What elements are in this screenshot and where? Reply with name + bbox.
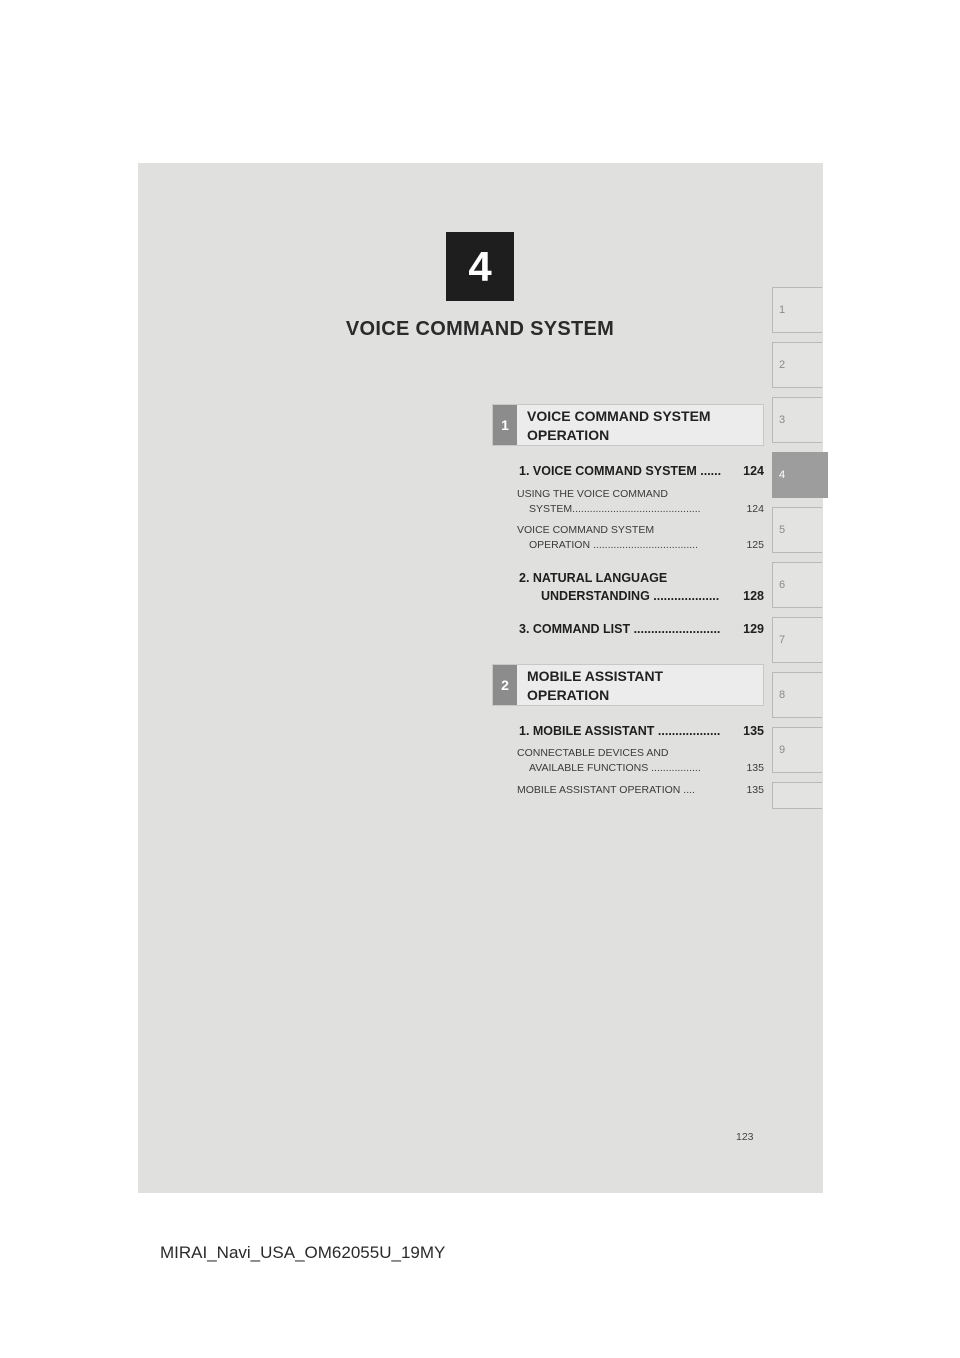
tab-9[interactable]: 9 [772, 727, 822, 773]
section-number: 2 [493, 665, 517, 705]
footer-document-id: MIRAI_Navi_USA_OM62055U_19MY [160, 1243, 446, 1262]
toc-sub-mobile-assistant-operation[interactable]: MOBILE ASSISTANT OPERATION .... 135 [517, 784, 764, 796]
tab-blank[interactable] [772, 782, 822, 809]
tab-4[interactable]: 4 [772, 452, 828, 498]
chapter-number: 4 [468, 242, 492, 290]
section-title: MOBILE ASSISTANT OPERATION [527, 668, 664, 703]
tab-8[interactable]: 8 [772, 672, 822, 718]
tab-6[interactable]: 6 [772, 562, 822, 608]
tab-5[interactable]: 5 [772, 507, 822, 553]
toc-entry-mobile-assistant[interactable]: 1. MOBILE ASSISTANT .................. 135 [519, 724, 764, 738]
section-number: 1 [493, 405, 517, 445]
toc-sub-using-voice-command[interactable]: USING THE VOICE COMMAND SYSTEM............................................ 124 [517, 488, 764, 515]
tab-7[interactable]: 7 [772, 617, 822, 663]
tab-3[interactable]: 3 [772, 397, 822, 443]
section-header-1 [492, 404, 764, 446]
toc-entry-command-list[interactable]: 3. COMMAND LIST ......................... 129 [519, 622, 764, 636]
toc-entry-natural-language[interactable]: 2. NATURAL LANGUAGE UNDERSTANDING ................... 128 [519, 571, 764, 603]
chapter-title: VOICE COMMAND SYSTEM [345, 318, 615, 340]
toc-entry-voice-command-system[interactable]: 1. VOICE COMMAND SYSTEM ...... 124 [519, 464, 764, 478]
toc-sub-connectable-devices[interactable]: CONNECTABLE DEVICES AND AVAILABLE FUNCTIONS ................. 135 [517, 747, 764, 774]
tab-2[interactable]: 2 [772, 342, 822, 388]
section-title: VOICE COMMAND SYSTEM OPERATION [527, 408, 711, 443]
section-header-2 [492, 664, 764, 706]
chapter-number-box [446, 232, 514, 301]
tab-1[interactable]: 1 [772, 287, 822, 333]
page-number: 123 [736, 1131, 754, 1143]
toc-sub-voice-command-operation[interactable]: VOICE COMMAND SYSTEM OPERATION .................................... 125 [517, 524, 764, 551]
